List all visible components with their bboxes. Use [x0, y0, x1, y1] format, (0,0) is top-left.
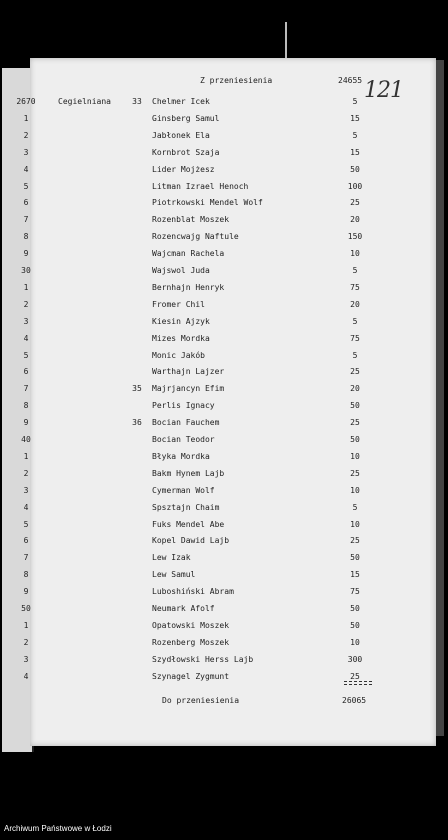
ledger-row: [0, 553, 448, 567]
taxpayer-name: Kornbrot Szaja: [152, 147, 220, 157]
entry-number: 5: [23, 181, 29, 191]
taxpayer-name: Mizes Mordka: [152, 333, 210, 343]
carry-over-amount: 26065: [342, 696, 367, 705]
taxpayer-name: Fuks Mendel Abe: [152, 519, 225, 529]
amount: 5: [352, 316, 358, 326]
ledger-row: [0, 300, 448, 314]
handwritten-page-number: 121: [364, 78, 403, 103]
entry-number: 4: [23, 502, 29, 512]
ledger-row: [0, 114, 448, 128]
entry-number: 3: [23, 654, 29, 664]
taxpayer-name: Chelmer Icek: [152, 97, 210, 106]
taxpayer-name: Rozenberg Moszek: [152, 637, 230, 647]
amount: 10: [350, 485, 360, 495]
entry-number: 2: [23, 130, 29, 140]
archive-watermark: Archiwum Państwowe w Łodzi: [4, 824, 112, 833]
entry-number: 8: [23, 570, 29, 580]
taxpayer-name: Rozencwajg Naftule: [152, 232, 239, 242]
taxpayer-name: Kiesin Ajzyk: [152, 316, 210, 326]
taxpayer-name: Ginsberg Samul: [152, 113, 220, 123]
taxpayer-name: Lew Izak: [152, 553, 191, 563]
taxpayer-name: Cymerman Wolf: [152, 485, 215, 495]
amount: 5: [352, 97, 358, 106]
amount: 20: [350, 215, 360, 225]
entry-number: 6: [23, 198, 29, 208]
amount: 25: [350, 418, 360, 428]
amount: 75: [350, 333, 360, 343]
amount: 10: [350, 637, 360, 647]
taxpayer-name: Jabłonek Ela: [152, 130, 210, 140]
entry-number: 1: [23, 620, 29, 630]
ledger-row: [0, 520, 448, 534]
taxpayer-name: Lew Samul: [152, 570, 196, 580]
ledger-row: [0, 165, 448, 179]
ledger-row: [0, 469, 448, 483]
taxpayer-name: Spsztajn Chaim: [152, 502, 220, 512]
taxpayer-name: Piotrkowski Mendel Wolf: [152, 198, 263, 208]
amount: 50: [350, 620, 360, 630]
ledger-row: [0, 672, 448, 686]
amount: 100: [347, 181, 363, 191]
street-name: Cegielniana: [58, 97, 111, 106]
ledger-row: [0, 401, 448, 415]
house-number: 36: [132, 418, 142, 428]
ledger-row: [0, 638, 448, 652]
entry-number: 8: [23, 401, 29, 411]
ledger-row: [0, 384, 448, 398]
amount: 25: [350, 536, 360, 546]
amount: 10: [350, 451, 360, 461]
entry-number: 6: [23, 536, 29, 546]
entry-number: 4: [23, 333, 29, 343]
entry-number: 3: [23, 147, 29, 157]
entry-number: 1: [23, 113, 29, 123]
ledger-row: [0, 452, 448, 466]
amount: 25: [350, 367, 360, 377]
entry-number: 9: [23, 587, 29, 597]
taxpayer-name: Lider Mojżesz: [152, 164, 215, 174]
taxpayer-name: Rozenblat Moszek: [152, 215, 230, 225]
entry-number: 3: [23, 316, 29, 326]
amount: 10: [350, 249, 360, 259]
entry-number: 4: [23, 164, 29, 174]
entry-number: 8: [23, 232, 29, 242]
entry-number: 2670: [16, 97, 36, 106]
ledger-row: [0, 283, 448, 297]
house-number: 33: [132, 97, 142, 106]
ledger-row: [0, 198, 448, 212]
ledger-row: [0, 367, 448, 381]
taxpayer-name: Monic Jakób: [152, 350, 205, 360]
taxpayer-name: Bakm Hynem Lajb: [152, 468, 225, 478]
ledger-row: [0, 215, 448, 229]
entry-number: 2: [23, 637, 29, 647]
total-underline: [344, 681, 372, 685]
entry-number: 4: [23, 671, 29, 681]
taxpayer-name: Majrjancyn Efim: [152, 384, 225, 394]
ledger-row: [0, 232, 448, 246]
amount: 25: [350, 468, 360, 478]
ledger-row: [0, 266, 448, 280]
taxpayer-name: Wajcman Rachela: [152, 249, 225, 259]
entry-number: 7: [23, 215, 29, 225]
house-number: 35: [132, 384, 142, 394]
ledger-row: [0, 503, 448, 517]
entry-number: 1: [23, 282, 29, 292]
ledger-row: [0, 435, 448, 449]
amount: 50: [350, 435, 360, 444]
amount: 25: [350, 671, 360, 681]
ledger-row: [0, 486, 448, 500]
amount: 15: [350, 113, 360, 123]
amount: 5: [352, 130, 358, 140]
amount: 75: [350, 282, 360, 292]
ledger-row: [0, 148, 448, 162]
amount: 50: [350, 553, 360, 563]
ledger-row: [0, 182, 448, 196]
entry-number: 1: [23, 451, 29, 461]
amount: 50: [350, 401, 360, 411]
entry-number: 50: [21, 604, 31, 613]
ledger-row: [0, 249, 448, 263]
entry-number: 40: [21, 435, 31, 444]
taxpayer-name: Szydłowski Herss Lajb: [152, 654, 254, 664]
entry-number: 5: [23, 350, 29, 360]
entry-number: 2: [23, 299, 29, 309]
ledger-row: [0, 536, 448, 550]
amount: 75: [350, 587, 360, 597]
entry-number: 2: [23, 468, 29, 478]
ledger-row: [0, 317, 448, 331]
taxpayer-name: Litman Izrael Henoch: [152, 181, 249, 191]
ledger-row: [0, 418, 448, 432]
carry-over-label: Do przeniesienia: [162, 696, 240, 705]
taxpayer-name: Bernhajn Henryk: [152, 282, 225, 292]
taxpayer-name: Wajswol Juda: [152, 266, 210, 275]
entry-number: 9: [23, 418, 29, 428]
amount: 50: [350, 164, 360, 174]
amount: 20: [350, 384, 360, 394]
entry-number: 6: [23, 367, 29, 377]
binding-mark: [285, 22, 287, 58]
amount: 5: [352, 350, 358, 360]
taxpayer-name: Luboshiński Abram: [152, 587, 234, 597]
amount: 15: [350, 570, 360, 580]
taxpayer-name: Neumark Afolf: [152, 604, 215, 613]
taxpayer-name: Warthajn Lajzer: [152, 367, 225, 377]
amount: 25: [350, 198, 360, 208]
taxpayer-name: Bocian Fauchem: [152, 418, 220, 428]
taxpayer-name: Fromer Chil: [152, 299, 205, 309]
amount: 15: [350, 147, 360, 157]
amount: 10: [350, 519, 360, 529]
entry-number: 9: [23, 249, 29, 259]
ledger-row: [0, 334, 448, 348]
amount: 5: [352, 502, 358, 512]
entry-number: 7: [23, 553, 29, 563]
ledger-row: [0, 604, 448, 618]
taxpayer-name: Perlis Ignacy: [152, 401, 215, 411]
taxpayer-name: Opatowski Moszek: [152, 620, 230, 630]
amount: 5: [352, 266, 358, 275]
amount: 20: [350, 299, 360, 309]
taxpayer-name: Szynagel Zygmunt: [152, 671, 230, 681]
entry-number: 7: [23, 384, 29, 394]
entry-number: 5: [23, 519, 29, 529]
entry-number: 3: [23, 485, 29, 495]
amount: 150: [347, 232, 363, 242]
taxpayer-name: Bocian Teodor: [152, 435, 215, 444]
taxpayer-name: Kopel Dawid Lajb: [152, 536, 230, 546]
ledger-row: [0, 587, 448, 601]
carried-forward-amount: 24655: [338, 76, 363, 85]
ledger-row: [0, 97, 448, 111]
ledger-row: [0, 621, 448, 635]
carried-forward-label: Z przeniesienia: [200, 76, 273, 85]
taxpayer-name: Błyka Mordka: [152, 451, 210, 461]
ledger-row: [0, 655, 448, 669]
entry-number: 30: [21, 266, 31, 275]
amount: 50: [350, 604, 360, 613]
ledger-row: [0, 351, 448, 365]
ledger-row: [0, 570, 448, 584]
amount: 300: [347, 654, 363, 664]
ledger-row: [0, 131, 448, 145]
